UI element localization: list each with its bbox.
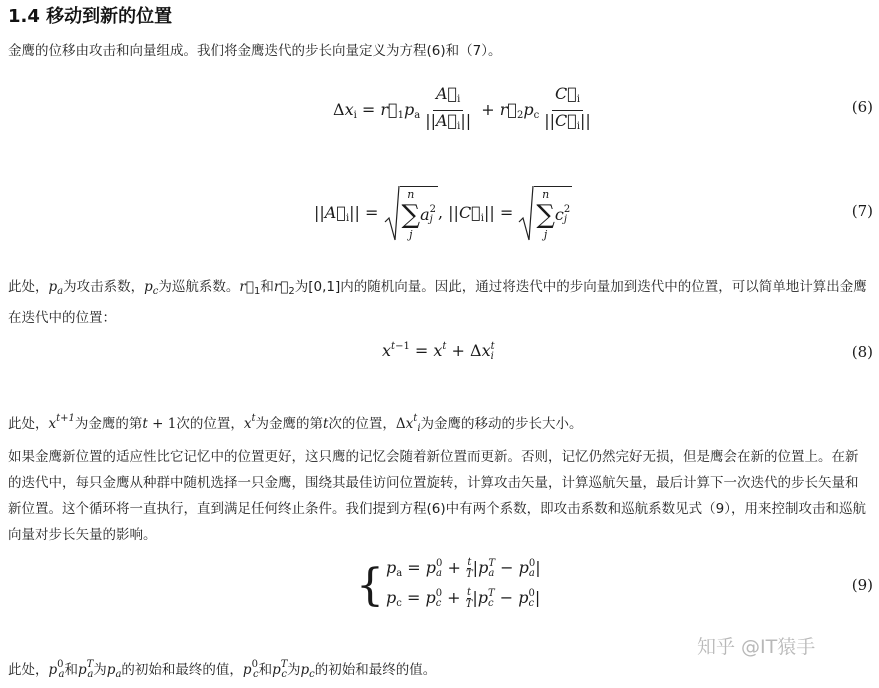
sqrt-sign [384, 184, 400, 242]
paragraph-coefficients: 此处，$p_a$为攻击系数，$p_c$为巡航系数。$r⃗_1$和$r⃗_2$为[0,1]内的随机向量。因此，通过将迭代中的步向量加到迭代中的位置，可以简单地计算出金鹰在迭代中的位置： [8, 279, 867, 326]
equation-9-label: (9) [851, 576, 873, 594]
equation-6-label: (6) [851, 98, 873, 116]
equation-7-label: (7) [851, 202, 873, 220]
sqrt-sign [518, 184, 534, 242]
paragraph-initial-final: 此处，$p^0_a$和$p^T_a$为$p_a$的初始和最终的值，$p^0_c$和$p^T_c$为$p_c$的初始和最终的值。 [8, 659, 437, 680]
zhihu-watermark: 知乎 @IT猿手 [697, 636, 816, 658]
paragraph-positions: 此处，$x^{t+1}$为金鹰的第t + 1次的位置，$x^t$为金鹰的第t次的位置，$\Delta x^t_i$为金鹰的移动的步长大小。 [8, 413, 583, 434]
section-heading: 1.4 移动到新的位置 [8, 6, 173, 27]
paragraph-update: 如果金鹰新位置的适应性比它记忆中的位置更好，这只鹰的记忆会随着新位置而更新。否则，记忆仍然完好无损，但是鹰会在新的位置上。在新的迭代中，每只金鹰从种群中随机选择一只金鹰，围绕其最佳访问位置旋转，计算攻击矢量，计算巡航矢量，最后计算下一次迭代的步长矢量和新位置。这个循环将一直执行，直到满足任何终止条件。我们提到方程(6)中有两个系数，即攻击系数和巡航系数见式（9），用来控制攻击和巡航向量对步长矢量的影响。 [8, 449, 866, 543]
intro-paragraph: 金鹰的位移由攻击和向量组成。我们将金鹰迭代的步长向量定义为方程(6)和（7）。 [8, 43, 502, 59]
equation-8: $x^{t-1} = x^t + \Delta x$ t i (8) [382, 340, 873, 362]
equation-6: $\Delta x_i$ = $r⃗_1p_a$ $\frac{A⃗_i}{||A⃗_i||}$ + $r⃗_2p_c$ $\frac{C⃗_i}{||C⃗_i||}$ (6) [333, 83, 873, 132]
equation-8-label: (8) [851, 343, 873, 361]
equation-7: $||A⃗_i||$ = n ∑ j a 2 j , $||C⃗_i||$ = n ∑ j c 2 j (7) [0, 182, 879, 244]
equation-9: { $p_a = p$ 0 a + $\frac{t}{T}$ |p T a − p 0 a | $p_c = p$ 0 c + $\frac{t}{T}$ |p T c − p 0 c | (9) [356, 557, 873, 611]
